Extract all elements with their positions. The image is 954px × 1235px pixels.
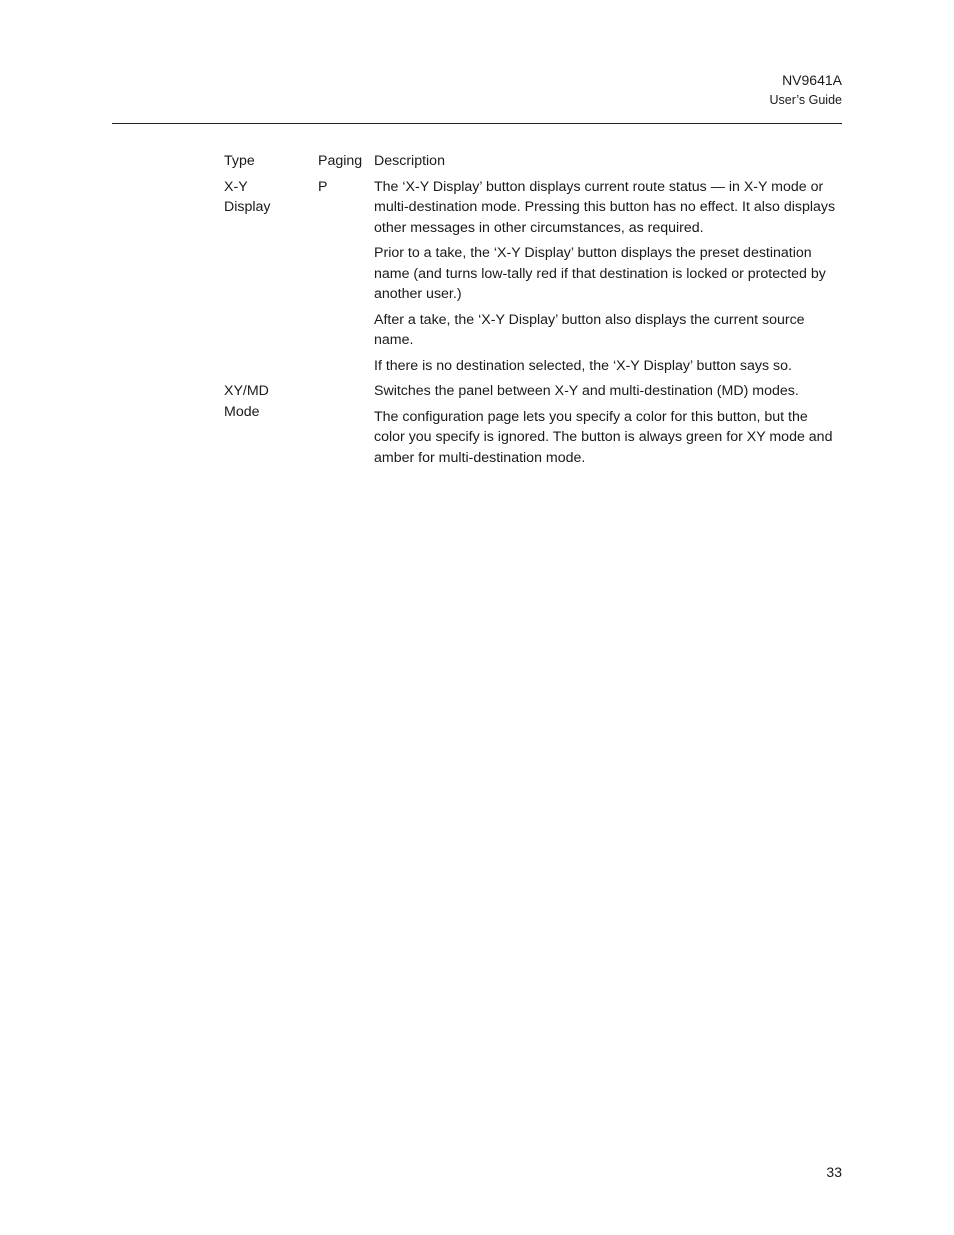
- table-header-row: [224, 151, 842, 172]
- description-paragraph: If there is no destination selected, the ‘X-Y Display’ button says so.: [374, 357, 792, 374]
- header-divider: [112, 123, 842, 124]
- row-type-line: Display: [224, 199, 271, 215]
- product-name: NV9641A: [782, 72, 842, 88]
- page-number: 33: [826, 1164, 842, 1180]
- description-paragraph: Prior to a take, the ‘X-Y Display’ button displays the preset destination name (and turns low-tally red if that destination is locked or protected by another user.): [374, 245, 826, 302]
- description-paragraph: After a take, the ‘X-Y Display’ button also displays the current source name.: [374, 311, 805, 348]
- row-type-line: X-Y: [224, 178, 248, 195]
- row-description-cell: [374, 381, 842, 473]
- row-type-line: XY/MD: [224, 383, 269, 399]
- table-row: [224, 177, 842, 382]
- column-header-description: Description: [374, 153, 445, 169]
- column-header-type: Type: [224, 153, 255, 169]
- description-paragraph: The ‘X-Y Display’ button displays current route status — in X-Y mode or multi-destination mode. Pressing this button has no effect. It also displays other messages in other circumstances, as required.: [374, 178, 836, 236]
- table-row: [224, 381, 842, 473]
- row-type-line: Mode: [224, 403, 260, 420]
- column-header-paging: Paging: [318, 153, 363, 169]
- running-header: [770, 70, 843, 109]
- row-description-cell: [374, 177, 842, 382]
- description-paragraph: The configuration page lets you specify a color for this button, but the color you specify is ignored. The button is always green for XY mode and amber for multi-destination mode.: [374, 408, 833, 466]
- guide-title: User’s Guide: [769, 93, 842, 107]
- row-paging-cell: P: [318, 178, 328, 195]
- description-paragraph: Switches the panel between X-Y and multi-destination (MD) modes.: [374, 383, 799, 399]
- button-type-table: [224, 151, 842, 473]
- row-type-cell: [224, 381, 318, 422]
- row-type-cell: [224, 177, 318, 218]
